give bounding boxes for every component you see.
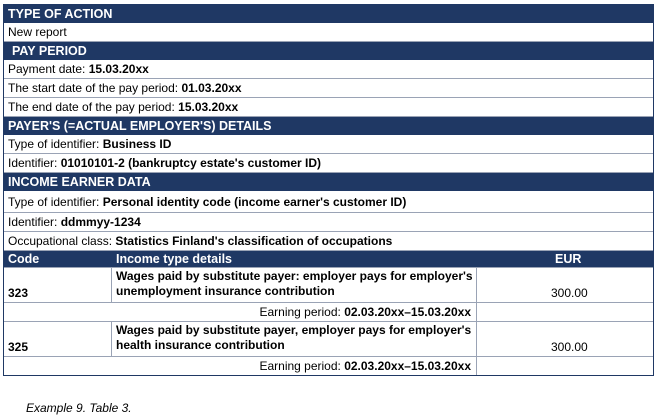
income-row-323: [4, 268, 653, 303]
payment-date-value: 15.03.20xx: [88, 62, 149, 76]
payment-date-row: [4, 60, 653, 79]
payer-identifier-row: [4, 154, 653, 173]
earning-period-label: Earning period:: [259, 359, 341, 373]
income-row-325: [4, 322, 653, 357]
start-date-label: The start date of the pay period:: [8, 81, 179, 95]
income-amount: 300.00: [551, 340, 588, 354]
column-header-code: Code: [8, 252, 40, 266]
report-table: [3, 4, 654, 376]
income-code: 323: [8, 286, 29, 300]
payer-id-type-value: Business ID: [102, 137, 172, 151]
earner-identifier-label: Identifier:: [8, 215, 58, 229]
income-description: Wages paid by substitute payer: employer pays for employer's unemployment insurance contribution: [116, 269, 473, 298]
column-header-details: Income type details: [116, 252, 233, 266]
payer-identifier-label: Identifier:: [8, 156, 58, 170]
income-table-header: [4, 251, 653, 268]
earning-period-label: Earning period:: [259, 305, 341, 319]
section-header-income-earner: INCOME EARNER DATA: [4, 173, 653, 191]
end-date-row: [4, 98, 653, 117]
earning-period-row-325: [4, 357, 653, 375]
start-date-value: 01.03.20xx: [181, 81, 242, 95]
end-date-value: 15.03.20xx: [178, 100, 239, 114]
column-header-eur: EUR: [555, 252, 582, 266]
earner-occupation-value: Statistics Finland's classification of occupations: [115, 234, 393, 248]
earning-period-value: 02.03.20xx–15.03.20xx: [344, 359, 471, 373]
earner-identifier-row: [4, 213, 653, 232]
income-amount: 300.00: [551, 286, 588, 300]
end-date-label: The end date of the pay period:: [8, 100, 175, 114]
earning-period-row-323: [4, 303, 653, 322]
start-date-row: [4, 79, 653, 98]
section-header-pay-period: PAY PERIOD: [4, 42, 653, 60]
table-caption: Example 9. Table 3.: [26, 401, 132, 415]
earning-period-text: [259, 357, 471, 375]
earner-id-type-label: Type of identifier:: [8, 195, 100, 209]
earner-id-type-row: [4, 191, 653, 213]
income-code: 325: [8, 340, 29, 354]
earner-identifier-value: ddmmyy-1234: [60, 215, 141, 229]
earning-period-value: 02.03.20xx–15.03.20xx: [344, 305, 471, 319]
payer-identifier-value: 01010101-2 (bankruptcy estate's customer ID): [60, 156, 322, 170]
payer-id-type-label: Type of identifier:: [8, 137, 100, 151]
type-of-action-value: New report: [4, 23, 653, 42]
payer-id-type-row: [4, 135, 653, 154]
payment-date-label: Payment date:: [8, 62, 86, 76]
earning-period-text: [259, 303, 471, 321]
earner-occupation-row: [4, 232, 653, 251]
section-header-payer: PAYER'S (=ACTUAL EMPLOYER'S) DETAILS: [4, 117, 653, 135]
earner-id-type-value: Personal identity code (income earner's customer ID): [102, 195, 407, 209]
income-description: Wages paid by substitute payer, employer pays for employer's health insurance contribution: [116, 323, 472, 352]
section-header-type-of-action: TYPE OF ACTION: [4, 5, 653, 23]
earner-occupation-label: Occupational class:: [8, 234, 113, 248]
